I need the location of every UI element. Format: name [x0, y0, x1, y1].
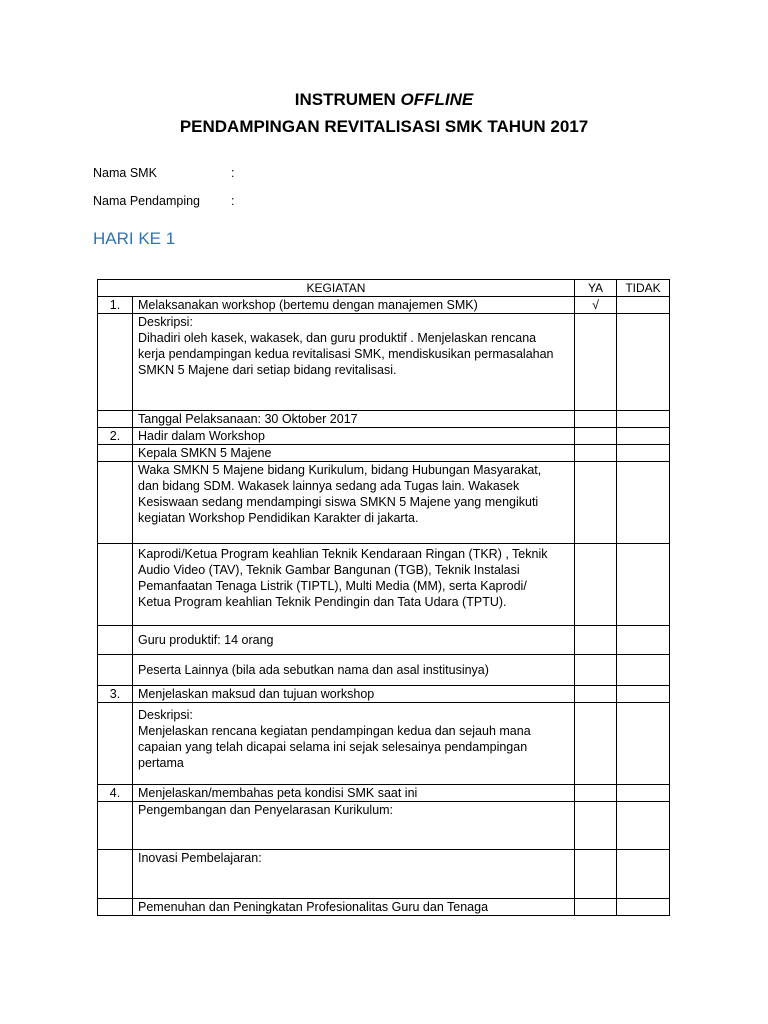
tidak-cell	[617, 785, 670, 802]
row-text: Menjelaskan/membahas peta kondisi SMK saat ini	[133, 785, 575, 802]
table-row	[98, 297, 670, 314]
ya-cell	[575, 544, 617, 626]
field-colon: :	[231, 166, 235, 180]
tidak-cell	[617, 626, 670, 655]
ya-cell	[575, 686, 617, 703]
title-italic: OFFLINE	[400, 90, 474, 109]
text-line: capaian yang telah dicapai selama ini sejak selesainya pendampingan	[138, 740, 528, 754]
text-line: Pemanfaatan Tenaga Listrik (TIPTL), Multi Media (MM), serta Kaprodi/	[138, 579, 527, 593]
text-line: SMKN 5 Majene dari setiap bidang revitalisasi.	[138, 363, 397, 377]
table-row	[98, 850, 670, 899]
table-row	[98, 899, 670, 916]
text-line: kerja pendampingan kedua revitalisasi SMK, mendiskusikan permasalahan	[138, 347, 554, 361]
field-nama-pendamping	[93, 194, 235, 208]
row-number: 3.	[98, 686, 133, 703]
row-number	[98, 899, 133, 916]
table-row	[98, 314, 670, 411]
row-text: Kepala SMKN 5 Majene	[133, 445, 575, 462]
row-text: Melaksanakan workshop (bertemu dengan manajemen SMK)	[133, 297, 575, 314]
activity-table	[97, 279, 670, 916]
document-title-line2: PENDAMPINGAN REVITALISASI SMK TAHUN 2017	[179, 117, 589, 136]
text-line: Waka SMKN 5 Majene bidang Kurikulum, bidang Hubungan Masyarakat,	[138, 463, 542, 477]
row-number: 1.	[98, 297, 133, 314]
row-text: Pemenuhan dan Peningkatan Profesionalitas Guru dan Tenaga	[133, 899, 575, 916]
row-number	[98, 655, 133, 686]
row-number: 2.	[98, 428, 133, 445]
text-line: Deskripsi:	[138, 315, 193, 329]
tidak-cell	[617, 428, 670, 445]
table-row	[98, 686, 670, 703]
table-header-row	[98, 280, 670, 297]
row-text	[133, 314, 575, 411]
field-label: Nama SMK	[93, 166, 157, 180]
header-ya: YA	[575, 280, 617, 297]
ya-cell	[575, 850, 617, 899]
row-number	[98, 850, 133, 899]
row-text: Peserta Lainnya (bila ada sebutkan nama dan asal institusinya)	[133, 655, 575, 686]
text-line: Dihadiri oleh kasek, wakasek, dan guru produktif . Menjelaskan rencana	[138, 331, 537, 345]
field-label: Nama Pendamping	[93, 194, 201, 208]
table-row	[98, 411, 670, 428]
header-kegiatan: KEGIATAN	[98, 280, 575, 297]
field-colon: :	[231, 194, 235, 208]
document-title-line1	[0, 90, 768, 110]
row-number	[98, 544, 133, 626]
ya-cell	[575, 314, 617, 411]
text-line: Ketua Program keahlian Teknik Pendingin dan Tata Udara (TPTU).	[138, 595, 507, 609]
ya-cell	[575, 428, 617, 445]
table-row	[98, 445, 670, 462]
row-text: Inovasi Pembelajaran:	[133, 850, 575, 899]
table-row	[98, 703, 670, 785]
row-text: Pengembangan dan Penyelarasan Kurikulum:	[133, 802, 575, 850]
tidak-cell	[617, 411, 670, 428]
text-line: Menjelaskan rencana kegiatan pendampingan kedua dan sejauh mana	[138, 724, 531, 738]
row-text: Menjelaskan maksud dan tujuan workshop	[133, 686, 575, 703]
title-normal: INSTRUMEN	[294, 90, 401, 109]
text-line: Kaprodi/Ketua Program keahlian Teknik Kendaraan Ringan (TKR) , Teknik	[138, 547, 548, 561]
text-line: Audio Video (TAV), Teknik Gambar Bangunan (TGB), Teknik Instalasi	[138, 563, 520, 577]
row-text: Tanggal Pelaksanaan: 30 Oktober 2017	[133, 411, 575, 428]
text-line: Deskripsi:	[138, 708, 193, 722]
tidak-cell	[617, 544, 670, 626]
ya-cell	[575, 802, 617, 850]
ya-cell	[575, 785, 617, 802]
table-row	[98, 626, 670, 655]
row-number	[98, 703, 133, 785]
ya-cell	[575, 655, 617, 686]
ya-cell	[575, 445, 617, 462]
text-line: Kesiswaan sedang mendampingi siswa SMKN 5 Majene yang mengikuti	[138, 495, 539, 509]
tidak-cell	[617, 802, 670, 850]
tidak-cell	[617, 314, 670, 411]
table-row	[98, 785, 670, 802]
row-text	[133, 544, 575, 626]
row-text: Guru produktif: 14 orang	[133, 626, 575, 655]
table-row	[98, 428, 670, 445]
tidak-cell	[617, 462, 670, 544]
row-text: Hadir dalam Workshop	[133, 428, 575, 445]
ya-cell	[575, 626, 617, 655]
tidak-cell	[617, 297, 670, 314]
field-nama-smk	[93, 166, 235, 180]
text-line: kegiatan Workshop Pendidikan Karakter di jakarta.	[138, 511, 419, 525]
row-number	[98, 314, 133, 411]
row-number	[98, 462, 133, 544]
row-text	[133, 462, 575, 544]
text-line: dan bidang SDM. Wakasek lainnya sedang ada Tugas lain. Wakasek	[138, 479, 520, 493]
ya-cell	[575, 462, 617, 544]
tidak-cell	[617, 445, 670, 462]
tidak-cell	[617, 655, 670, 686]
tidak-cell	[617, 686, 670, 703]
ya-cell	[575, 703, 617, 785]
tidak-cell	[617, 899, 670, 916]
table-row	[98, 802, 670, 850]
day-heading: HARI KE 1	[93, 229, 176, 248]
tidak-cell	[617, 850, 670, 899]
table-row	[98, 655, 670, 686]
ya-cell	[575, 411, 617, 428]
text-line: pertama	[138, 756, 184, 770]
ya-cell	[575, 899, 617, 916]
tidak-cell	[617, 703, 670, 785]
row-number	[98, 411, 133, 428]
header-tidak: TIDAK	[617, 280, 670, 297]
table-row	[98, 462, 670, 544]
ya-cell: √	[575, 297, 617, 314]
row-text	[133, 703, 575, 785]
row-number: 4.	[98, 785, 133, 802]
table-row	[98, 544, 670, 626]
row-number	[98, 445, 133, 462]
row-number	[98, 626, 133, 655]
row-number	[98, 802, 133, 850]
